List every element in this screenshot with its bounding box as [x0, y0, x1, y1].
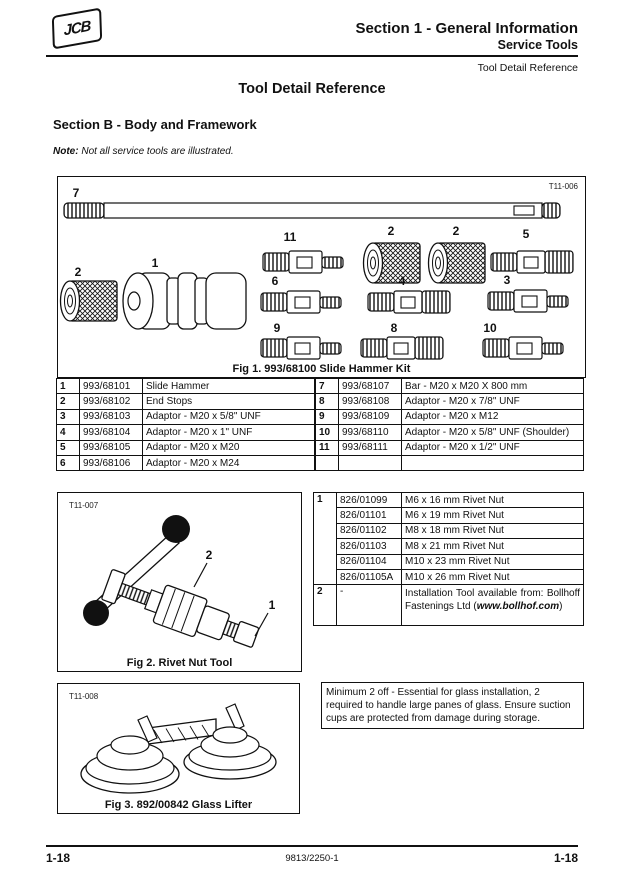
callout-9: 9: [273, 321, 281, 335]
fig1-caption: Fig 1. 993/68100 Slide Hammer Kit: [232, 363, 411, 375]
item-no: 1: [57, 379, 80, 394]
part-no: 826/01102: [337, 523, 402, 538]
part-no: 826/01103: [337, 539, 402, 554]
table-row: [57, 394, 315, 409]
glass-lifter-note: Minimum 2 off - Essential for glass installation, 2 required to handle large panes of glass. Ensure suction cups are protected from damage during storage.: [321, 682, 584, 729]
subsection-title: Service Tools: [497, 38, 578, 52]
callout-4: 4: [398, 274, 406, 288]
breadcrumb: Tool Detail Reference: [477, 62, 578, 74]
section-b-heading: Section B - Body and Framework: [53, 117, 257, 132]
slide-hammer-kit-illustration: [58, 177, 585, 362]
table-row: [57, 440, 315, 455]
part-no: 993/68107: [339, 379, 402, 394]
bollhof-website: www.bollhof.com: [476, 601, 560, 613]
table-row: [314, 539, 584, 554]
part-desc: M6 x 16 mm Rivet Nut: [402, 493, 584, 508]
table-row: [316, 455, 584, 470]
part-no: 826/01101: [337, 508, 402, 523]
part-desc: Adaptor - M20 x M24: [143, 455, 315, 470]
part-no: 993/68108: [339, 394, 402, 409]
item-no: 7: [316, 379, 339, 394]
item-no: 4: [57, 425, 80, 440]
part-desc: Adaptor - M20 x 5/8" UNF: [143, 409, 315, 424]
part-no: 993/68110: [339, 425, 402, 440]
fig1-parts-table-right: [315, 378, 584, 471]
callout-3: 3: [503, 273, 511, 287]
fig2-ref: T11-007: [69, 501, 99, 510]
callout-8: 8: [390, 321, 398, 335]
fig1-box: [57, 176, 586, 378]
item-no: 10: [316, 425, 339, 440]
table-row: [316, 409, 584, 424]
part-desc: Bar - M20 x M20 X 800 mm: [402, 379, 584, 394]
rivet-nut-tool-illustration: [58, 499, 301, 654]
item-no: 11: [316, 440, 339, 455]
item-no: 2: [314, 585, 337, 626]
callout-1: 1: [268, 598, 276, 612]
callout-2: 2: [205, 548, 213, 562]
table-row: [314, 523, 584, 538]
glass-lifter-illustration: [58, 690, 299, 796]
fig2-box: [57, 492, 302, 672]
desc-text: ): [559, 601, 563, 613]
jcb-logo: [52, 8, 102, 50]
part-desc: Slide Hammer: [143, 379, 315, 394]
part-no: 993/68105: [80, 440, 143, 455]
part-desc: Adaptor - M20 x 1" UNF: [143, 425, 315, 440]
part-no: 826/01104: [337, 554, 402, 569]
part-desc: Adaptor - M20 x 1/2" UNF: [402, 440, 584, 455]
header-rule: [46, 55, 578, 57]
callout-5: 5: [522, 227, 530, 241]
desc-text: Installation Tool available from: Bollhoff Fastenings Ltd (: [405, 588, 580, 613]
fig3-caption: Fig 3. 892/00842 Glass Lifter: [104, 799, 253, 811]
callout-6: 6: [271, 274, 279, 288]
part-desc: M10 x 26 mm Rivet Nut: [402, 569, 584, 584]
part-desc: [402, 455, 584, 470]
fig3-box: [57, 683, 300, 814]
callout-1: 1: [151, 256, 159, 270]
part-desc: M10 x 23 mm Rivet Nut: [402, 554, 584, 569]
item-no: 8: [316, 394, 339, 409]
table-row: [57, 379, 315, 394]
part-no: 993/68104: [80, 425, 143, 440]
part-desc: Adaptor - M20 x M20: [143, 440, 315, 455]
table-row: [316, 394, 584, 409]
note-text: Not all service tools are illustrated.: [81, 146, 234, 157]
item-no: [316, 455, 339, 470]
callout-10: 10: [483, 321, 497, 335]
table-row: [57, 409, 315, 424]
part-desc: Adaptor - M20 x M12: [402, 409, 584, 424]
table-row: [57, 455, 315, 470]
page-title: Tool Detail Reference: [238, 81, 386, 97]
item-no: 1: [314, 493, 337, 585]
part-desc: End Stops: [143, 394, 315, 409]
part-no: 993/68111: [339, 440, 402, 455]
callout-11: 11: [283, 230, 297, 244]
table-row: [314, 569, 584, 584]
table-row: [314, 554, 584, 569]
part-desc: [402, 585, 584, 626]
part-no: 993/68102: [80, 394, 143, 409]
item-no: 2: [57, 394, 80, 409]
callout-2a: 2: [387, 224, 395, 238]
fig3-ref: T11-008: [69, 692, 99, 701]
item-no: 9: [316, 409, 339, 424]
fig2-caption: Fig 2. Rivet Nut Tool: [126, 657, 233, 669]
table-row: [314, 493, 584, 508]
footer-page-number-left: 1-18: [46, 851, 71, 865]
part-desc: Adaptor - M20 x 5/8" UNF (Shoulder): [402, 425, 584, 440]
part-desc: M8 x 21 mm Rivet Nut: [402, 539, 584, 554]
table-row: [57, 425, 315, 440]
item-no: 3: [57, 409, 80, 424]
part-no: 993/68101: [80, 379, 143, 394]
slide-hammer-body: [123, 273, 246, 329]
part-no: 826/01105A: [337, 569, 402, 584]
item-no: 6: [57, 455, 80, 470]
fig1-parts-table-left: [56, 378, 315, 471]
jcb-logo-text: JCB: [63, 17, 91, 40]
part-no: 826/01099: [337, 493, 402, 508]
callout-2b: 2: [452, 224, 460, 238]
callout-2c: 2: [74, 265, 82, 279]
table-row: [314, 508, 584, 523]
footer-page-number-right: 1-18: [553, 851, 578, 865]
callout-7: 7: [72, 186, 80, 200]
part-desc: M6 x 19 mm Rivet Nut: [402, 508, 584, 523]
note-label: Note:: [53, 146, 82, 157]
fig1-ref: T11-006: [548, 182, 578, 191]
table-row: [316, 379, 584, 394]
table-row: [314, 585, 584, 626]
footer-rule: [46, 845, 578, 847]
part-no: -: [337, 585, 402, 626]
part-no: 993/68109: [339, 409, 402, 424]
part-no: 993/68106: [80, 455, 143, 470]
rivet-nut-parts-table: [313, 492, 584, 626]
item-no: 5: [57, 440, 80, 455]
note: [53, 146, 234, 157]
footer-doc-ref: 9813/2250-1: [285, 853, 339, 864]
part-desc: M8 x 18 mm Rivet Nut: [402, 523, 584, 538]
part-desc: Adaptor - M20 x 7/8" UNF: [402, 394, 584, 409]
table-row: [316, 425, 584, 440]
section-title: Section 1 - General Information: [355, 20, 578, 37]
part-no: 993/68103: [80, 409, 143, 424]
table-row: [316, 440, 584, 455]
part-no: [339, 455, 402, 470]
